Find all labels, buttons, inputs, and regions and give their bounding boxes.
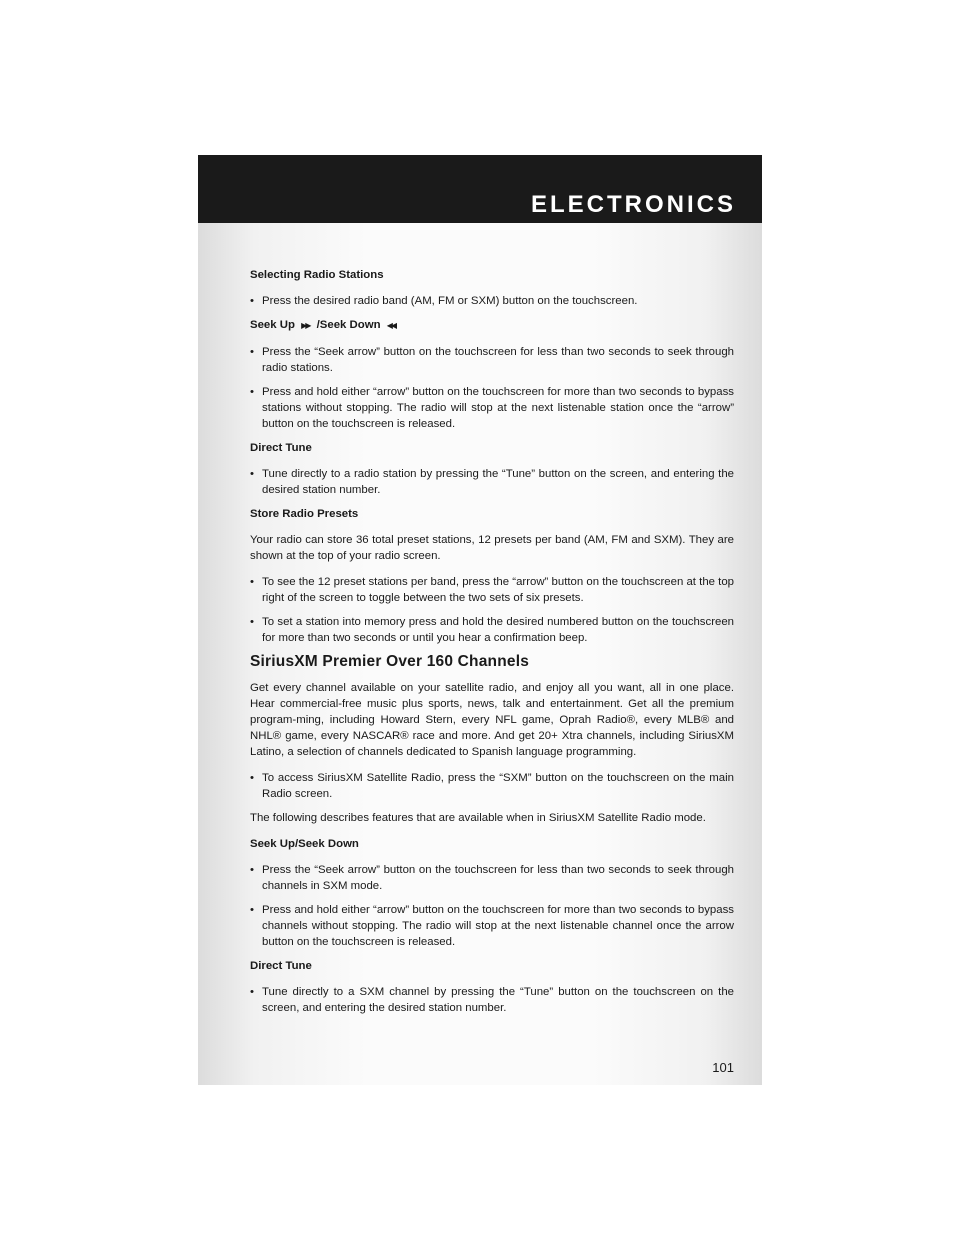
bullet-text: Press and hold either “arrow” button on the touchscreen for more than two seconds to bypass channels without stopping. The radio will stop at the next listenable channel once the arrow button on the touchscreen is released.: [262, 904, 734, 948]
bullet-glyph: •: [250, 772, 254, 784]
bullet-item: [250, 574, 734, 606]
bullet-glyph: •: [250, 386, 254, 398]
paragraph: The following describes features that are available when in SiriusXM Satellite Radio mode.: [250, 812, 706, 824]
bullet-item: [250, 384, 734, 432]
bullet-glyph: •: [250, 468, 254, 480]
bullet-text: Press the “Seek arrow” button on the touchscreen for less than two seconds to seek through channels in SXM mode.: [262, 864, 734, 892]
paragraph: Your radio can store 36 total preset stations, 12 presets per band (AM, FM and SXM). They are shown at the top of your radio screen.: [250, 534, 734, 562]
bullet-item: [250, 614, 734, 646]
bullet-glyph: •: [250, 616, 254, 628]
paragraph: Get every channel available on your satellite radio, and enjoy all you want, all in one place. Hear commercial-free music plus sports, news, talk and entertainment. Get all the premium program-ming, including Howard Stern, every NFL game, Oprah Radio®, every MLB® and NHL® game, every NASCAR® race and more. And get 20+ Xtra channels, including SiriusXM Latino, a selection of channels dedicated to Spanish language programming.: [250, 682, 734, 758]
heading-direct-tune-sxm: Direct Tune: [250, 960, 312, 972]
bullet-text: To see the 12 preset stations per band, press the “arrow” button on the touchscreen at the top right of the screen to toggle between the two sets of six presets.: [262, 576, 734, 604]
heading-siriusxm-premier: SiriusXM Premier Over 160 Channels: [250, 653, 530, 670]
seek-down-icon: ◀◀: [386, 321, 396, 330]
bullet-glyph: •: [250, 864, 254, 876]
seek-down-label: /Seek Down: [316, 319, 381, 331]
manual-page: [198, 155, 762, 1085]
bullet-glyph: •: [250, 346, 254, 358]
bullet-item: [250, 344, 734, 376]
bullet-text: To set a station into memory press and hold the desired numbered button on the touchscreen for more than two seconds or until you hear a confirmation beep.: [262, 616, 734, 644]
bullet-item: [250, 862, 734, 894]
section-title: ELECTRONICS: [530, 191, 736, 218]
bullet-glyph: •: [250, 986, 254, 998]
seek-up-label: Seek Up: [250, 319, 295, 331]
heading-selecting-radio-stations: Selecting Radio Stations: [250, 269, 384, 281]
bullet-glyph: •: [250, 904, 254, 916]
bullet-glyph: •: [250, 576, 254, 588]
bullet-text: Press the desired radio band (AM, FM or SXM) button on the touchscreen.: [262, 295, 638, 307]
bullet-text: To access SiriusXM Satellite Radio, press the “SXM” button on the touchscreen on the main Radio screen.: [262, 772, 734, 800]
bullet-item: [250, 902, 734, 950]
heading-direct-tune: Direct Tune: [250, 442, 312, 454]
bullet-glyph: •: [250, 295, 254, 307]
bullet-text: Tune directly to a SXM channel by pressing the “Tune” button on the touchscreen on the screen, and entering the desired station number.: [262, 986, 734, 1014]
page-number: 101: [712, 1060, 734, 1075]
section-header-bar: [198, 155, 762, 223]
heading-seek-up-seek-down-sxm: Seek Up/Seek Down: [250, 838, 359, 850]
heading-seek-up-seek-down: [250, 317, 734, 334]
bullet-text: Press the “Seek arrow” button on the touchscreen for less than two seconds to seek through radio stations.: [262, 346, 734, 374]
bullet-item: [250, 984, 734, 1016]
seek-up-icon: ▶▶: [301, 321, 310, 330]
bullet-item: [250, 293, 734, 309]
bullet-item: [250, 466, 734, 498]
bullet-text: Press and hold either “arrow” button on the touchscreen for more than two seconds to bypass stations without stopping. The radio will stop at the next listenable station once the “arrow” button on the touchscreen is released.: [262, 386, 734, 430]
bullet-item: [250, 770, 734, 802]
heading-store-radio-presets: Store Radio Presets: [250, 508, 359, 520]
bullet-text: Tune directly to a radio station by pressing the “Tune” button on the screen, and entering the desired station number.: [262, 468, 734, 496]
page-content: [250, 267, 734, 1024]
